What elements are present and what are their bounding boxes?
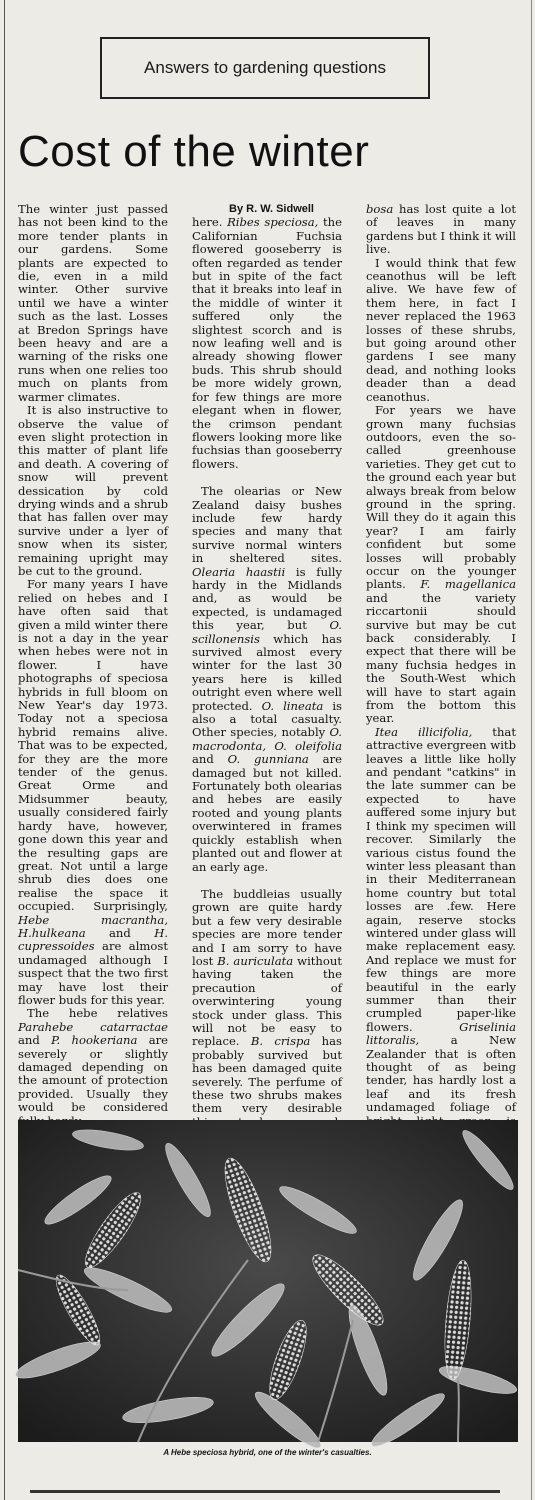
plant-name: B. crispa — [250, 1034, 311, 1049]
plant-name: Olearia haastii — [192, 564, 286, 579]
byline: By R. W. Sidwell — [229, 203, 314, 215]
plant-name: bosa — [366, 202, 394, 216]
text-run: are almost undamaged although I suspect that the two first may have lost their flower buds for this year. — [18, 939, 168, 1007]
paragraph — [18, 578, 168, 1007]
paragraph — [366, 726, 516, 1155]
paragraph — [366, 404, 516, 726]
text-run: and — [18, 1033, 40, 1048]
text-run: is also a total casualty. Other species, notably — [192, 698, 342, 740]
paragraph-gap — [192, 874, 342, 888]
plant-name: Parahebe catarractae — [18, 1019, 168, 1034]
paragraph: The winter just passed has not been kind to the more tender plants in our gardens. Some plants are expected to die, even in a mild winter. Other survive until we have a winter such as the last. Losses at Bredon Springs have been heavy and are a warning of the risks one runs when one relies too much on plants from warmer climates. — [18, 202, 168, 404]
paragraph — [18, 1007, 168, 1128]
photo-caption: A Hebe speciosa hybrid, one of the winter's casualties. — [163, 1448, 372, 1457]
paragraph — [366, 203, 516, 257]
plant-name: B. auriculata — [217, 953, 294, 968]
hebe-photograph — [18, 1120, 518, 1442]
text-run: has lost quite a lot of leaves in many gardens but I think it will live. — [366, 202, 516, 257]
text-run: The hebe relatives — [27, 1006, 168, 1021]
text-run: has probably survived but has been damaged quite severely. The perfume of these two shrubs makes them very desirable — [192, 1034, 343, 1116]
plant-name: H. cupressoides — [18, 925, 169, 954]
text-run: the Californian Fuchsia flowered gooseberry is often regarded as tender but in spite of the fact that it breaks into leaf in the middle of winter it suffered only the slightest scorch and is now leafing well and is already showing flower buds. This shrub should be more widely grown, for few things are more elegant when in flower, the crimson pendant flowers looking more like fuchsias than gooseberry flowers. — [192, 215, 343, 471]
text-run: which has survived almost every winter for the last 30 years here is killed outright even where well protected. — [192, 631, 342, 713]
section-kicker — [100, 37, 430, 99]
text-run: The olearias or New Zealand daisy bushes include few hardy species and many that survive normal winters in sheltered sites. — [192, 484, 342, 566]
text-run: are severely or slightly damaged depending on the amount of protection provided. Usually they would be considered — [18, 1033, 169, 1115]
text-run: a New Zealander that is often thought of as being tender, has hardly lost a leaf and its fresh undamaged foliage of — [366, 1033, 517, 1115]
text-run: For years we have grown many fuchsias outdoors, even the so-called greenhouse varieties. They get cut to the ground each year but always break from below ground in the spring. Will they do it again this year? I am fairly confident but some losses will probably occur on the younger plants. — [366, 403, 516, 592]
plant-name: Itea illicifolia, — [375, 724, 473, 739]
paragraph: It is also instructive to observe the value of even slight protection in this matter of plant life and death. A covering of snow will prevent dessication by cold drying winds and a shrub that has fallen over may survive under a lyer of snow when its sister, remaining upright may be cut to the ground. — [18, 403, 168, 578]
text-run: The buddleias usually grown are quite hardy but a few very desirable species are more tender and I am sorry to have lost — [192, 886, 342, 968]
text-run: are damaged but not killed. Fortunately both olearias and hebes are easily rooted and young plants overwintered in frames quickly establish when planted out and flower at an early age. — [192, 752, 342, 874]
article-column-1 — [18, 202, 169, 1115]
bottom-rule — [30, 1490, 500, 1493]
paragraph: I would think that few ceanothus will be left alive. We have few of them here, in fact I never replaced the 1963 losses of these shrubs, but going around other gardens I see many dead, and nothing looks deader than a dead ceanothus. — [366, 255, 516, 404]
article-column-2 — [192, 203, 343, 1116]
article-column-3 — [366, 202, 517, 1115]
plant-name: P. hookeriana — [51, 1033, 138, 1048]
plant-name: O. scillonensis — [192, 618, 342, 646]
headline: Cost of the winter — [18, 127, 370, 176]
plant-name: Hebe macrantha, H.hulkeana — [18, 912, 168, 940]
column-rule-right — [531, 0, 532, 1500]
plant-name: O. lineata — [261, 698, 324, 713]
text-run: and the variety riccartonii should survive but may be cut back considerably. I expect that there will be many fuchsia hedges in the South-West which will have to start again from the bottom this year. — [366, 590, 516, 726]
plant-name: Griselinia littoralis, — [366, 1019, 516, 1048]
plant-name: Ribes speciosa, — [227, 215, 319, 230]
text-run: without having taken the precaution of overwintering young stock under glass. This will not be easy to replace. — [192, 953, 343, 1049]
kicker-text: Answers to gardening questions — [144, 58, 386, 77]
text-run: here. — [192, 215, 223, 230]
text-run: that attractive evergreen witb leaves a little like holly and pendant "catkins" in the late summer can be expected to have auffered some injury but I think my specimen will recover. Similarly the various cistus found the winter less pleasant than in their Mediterranean home country but total losses are .few. Here again, reserve stocks wintered under glass will make replacement easy. And replace we must for few things are more beautiful in the early summer than their crumpled paper-like flowers. — [366, 724, 517, 1034]
paragraph-gap — [192, 471, 342, 485]
paragraph — [192, 216, 342, 471]
column-rule-left — [4, 0, 5, 1500]
text-run: and — [109, 925, 131, 940]
text-run: and — [192, 752, 214, 767]
paragraph — [192, 888, 342, 1143]
text-run: For many years I have relied on hebes and I have often said that given a mild winter there is not a day in the year when hebes were not in flower. I have photographs of speciosa hybrids in full bloom on New Year's day 1973. Today not a speciosa hybrid remains alive. That was to be expected, for they are the more tender of the genus. Great Orme and Midsummer beauty, usually considered fairly hardy have, however, gone down this year and the resulting gaps are great. Not until a large shrub dies does one realise the space it occupied. Surprisingly, — [18, 577, 168, 914]
foliage-illustration — [18, 1120, 518, 1442]
paragraph — [192, 485, 342, 874]
text-run: is fully hardy in the Midlands and, as would be expected, is undamaged this year, but — [192, 564, 342, 633]
plant-name: O. macrodonta, O. oleifolia — [192, 725, 342, 753]
plant-name: O. gunniana — [227, 752, 309, 767]
plant-name: F. magellanica — [420, 577, 516, 592]
